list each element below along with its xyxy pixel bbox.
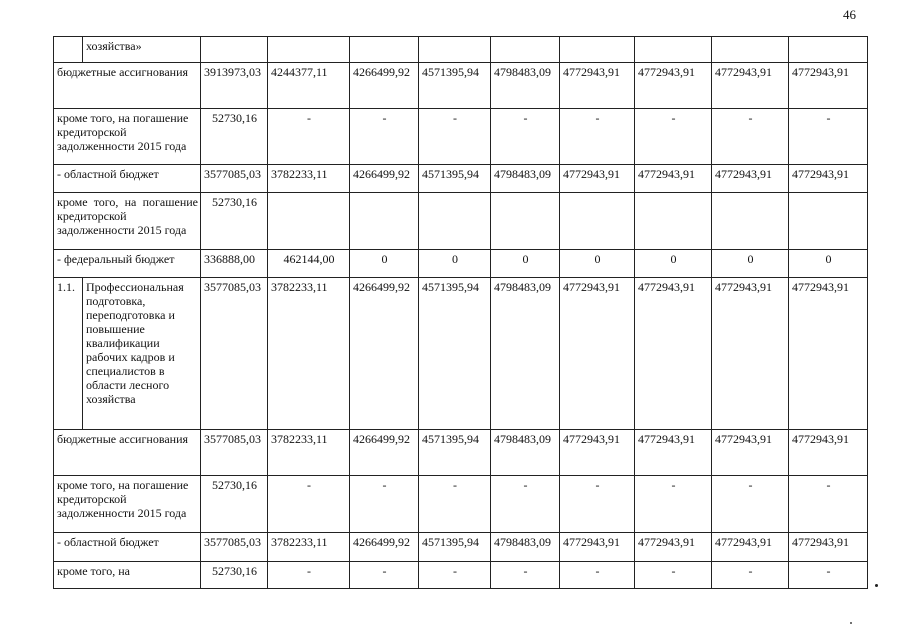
value-cell: - <box>712 476 789 533</box>
table-row <box>54 430 868 476</box>
value-cell: - <box>419 562 491 589</box>
row-label: кроме того, на погашение кредиторской задолженности 2015 года <box>54 476 201 533</box>
value-cell: - <box>350 476 419 533</box>
table-cell <box>268 37 350 63</box>
value-cell: 3577085,03 <box>201 165 268 193</box>
value-cell: - <box>789 109 868 165</box>
value-cell: 4571395,94 <box>419 165 491 193</box>
value-cell: 4772943,91 <box>560 63 635 109</box>
table-cell <box>560 37 635 63</box>
value-cell: 4266499,92 <box>350 278 419 430</box>
value-cell: 0 <box>789 250 868 278</box>
scan-speck <box>850 622 852 624</box>
value-cell: - <box>350 109 419 165</box>
value-cell: - <box>350 562 419 589</box>
row-label: кроме того, на погашение кредиторской задолженности 2015 года <box>54 193 201 250</box>
value-cell <box>712 193 789 250</box>
value-cell: - <box>560 109 635 165</box>
row-label: - областной бюджет <box>54 533 201 562</box>
value-cell: 4571395,94 <box>419 430 491 476</box>
value-cell <box>419 193 491 250</box>
row-label: бюджетные ассигнования <box>54 63 201 109</box>
value-cell: - <box>491 562 560 589</box>
value-cell: 4772943,91 <box>789 278 868 430</box>
value-cell: 4266499,92 <box>350 533 419 562</box>
value-cell: - <box>268 476 350 533</box>
value-cell: - <box>635 476 712 533</box>
value-cell <box>268 193 350 250</box>
value-cell: 4244377,11 <box>268 63 350 109</box>
table-row <box>54 165 868 193</box>
value-cell: 0 <box>712 250 789 278</box>
value-cell <box>491 193 560 250</box>
value-cell: 4772943,91 <box>560 278 635 430</box>
row-label: - федеральный бюджет <box>54 250 201 278</box>
value-cell: - <box>789 476 868 533</box>
value-cell: - <box>712 562 789 589</box>
value-cell: 0 <box>491 250 560 278</box>
value-cell: 336888,00 <box>201 250 268 278</box>
value-cell: 4772943,91 <box>712 430 789 476</box>
value-cell: - <box>789 562 868 589</box>
table-cell <box>789 37 868 63</box>
value-cell: 462144,00 <box>268 250 350 278</box>
table-row <box>54 476 868 533</box>
value-cell: 52730,16 <box>201 193 268 250</box>
value-cell: - <box>712 109 789 165</box>
scan-speck <box>875 584 878 587</box>
value-cell: 4266499,92 <box>350 430 419 476</box>
table-cell <box>491 37 560 63</box>
value-cell: 4772943,91 <box>635 533 712 562</box>
table-row <box>54 193 868 250</box>
table-row <box>54 562 868 589</box>
value-cell: 4266499,92 <box>350 165 419 193</box>
value-cell: - <box>268 109 350 165</box>
value-cell: 3913973,03 <box>201 63 268 109</box>
table-cell <box>419 37 491 63</box>
value-cell: 4772943,91 <box>789 430 868 476</box>
value-cell <box>789 193 868 250</box>
value-cell: 3577085,03 <box>201 278 268 430</box>
value-cell: 4798483,09 <box>491 430 560 476</box>
page-number: 46 <box>843 7 856 22</box>
value-cell: 52730,16 <box>201 476 268 533</box>
value-cell: 4772943,91 <box>712 278 789 430</box>
value-cell: - <box>268 562 350 589</box>
value-cell: 4798483,09 <box>491 533 560 562</box>
value-cell: - <box>419 109 491 165</box>
value-cell <box>350 193 419 250</box>
table-cell: хозяйства» <box>83 37 201 63</box>
value-cell: 4798483,09 <box>491 165 560 193</box>
value-cell: - <box>635 109 712 165</box>
row-label: - областной бюджет <box>54 165 201 193</box>
row-label: бюджетные ассигнования <box>54 430 201 476</box>
table-row <box>54 278 868 430</box>
value-cell: 4772943,91 <box>712 533 789 562</box>
value-cell: 3782233,11 <box>268 533 350 562</box>
value-cell: 4772943,91 <box>635 430 712 476</box>
table-row <box>54 250 868 278</box>
table-row <box>54 37 868 63</box>
value-cell: 4266499,92 <box>350 63 419 109</box>
value-cell <box>635 193 712 250</box>
value-cell: 3577085,03 <box>201 430 268 476</box>
table-row <box>54 533 868 562</box>
value-cell: 4772943,91 <box>635 278 712 430</box>
value-cell: 3782233,11 <box>268 165 350 193</box>
value-cell: 4772943,91 <box>635 63 712 109</box>
value-cell: - <box>419 476 491 533</box>
value-cell: 4772943,91 <box>712 165 789 193</box>
table-cell <box>350 37 419 63</box>
value-cell: 52730,16 <box>201 109 268 165</box>
table-cell <box>712 37 789 63</box>
table-row <box>54 109 868 165</box>
item-title: Профессиональная подготовка, переподготовка и повышение квалификации рабочих кадров и специалистов в области лесного хозяйства <box>83 278 201 430</box>
value-cell: 4571395,94 <box>419 278 491 430</box>
item-number: 1.1. <box>54 278 83 430</box>
value-cell: 0 <box>560 250 635 278</box>
value-cell: 4798483,09 <box>491 63 560 109</box>
value-cell: - <box>491 476 560 533</box>
table-cell <box>201 37 268 63</box>
value-cell: 4772943,91 <box>789 533 868 562</box>
row-label: кроме того, на <box>54 562 201 589</box>
value-cell: 3782233,11 <box>268 430 350 476</box>
value-cell: 4772943,91 <box>560 533 635 562</box>
value-cell: 4798483,09 <box>491 278 560 430</box>
value-cell: 4772943,91 <box>560 165 635 193</box>
value-cell: 0 <box>419 250 491 278</box>
value-cell: 4772943,91 <box>712 63 789 109</box>
value-cell: 4571395,94 <box>419 63 491 109</box>
value-cell: 0 <box>635 250 712 278</box>
value-cell: 52730,16 <box>201 562 268 589</box>
value-cell: 4571395,94 <box>419 533 491 562</box>
row-label: кроме того, на погашение кредиторской задолженности 2015 года <box>54 109 201 165</box>
value-cell: - <box>560 562 635 589</box>
value-cell: 3782233,11 <box>268 278 350 430</box>
value-cell: - <box>635 562 712 589</box>
value-cell: - <box>560 476 635 533</box>
value-cell: 3577085,03 <box>201 533 268 562</box>
value-cell <box>560 193 635 250</box>
table-row <box>54 63 868 109</box>
value-cell: 4772943,91 <box>789 165 868 193</box>
value-cell: 4772943,91 <box>789 63 868 109</box>
table-cell <box>635 37 712 63</box>
value-cell: 4772943,91 <box>635 165 712 193</box>
table-cell <box>54 37 83 63</box>
value-cell: 0 <box>350 250 419 278</box>
budget-table <box>53 36 868 589</box>
value-cell: 4772943,91 <box>560 430 635 476</box>
value-cell: - <box>491 109 560 165</box>
